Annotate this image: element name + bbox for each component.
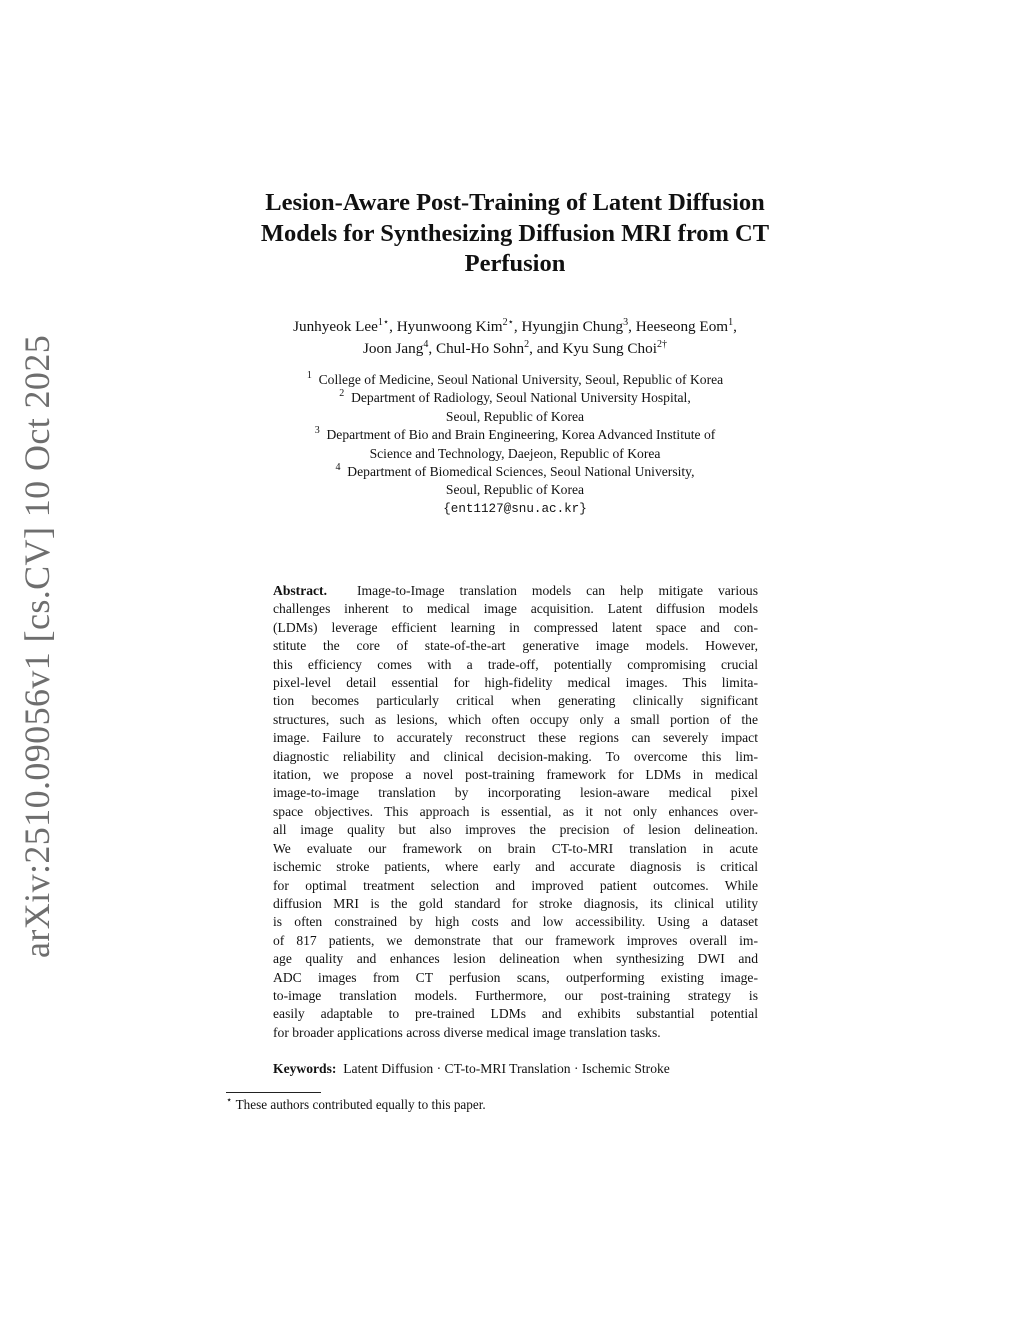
footnote-divider [226,1092,321,1093]
author-affiliation-mark: 1⋆ [377,317,390,328]
abstract-line: for optimal treatment selection and improved patient outcomes. While [273,877,758,893]
keywords-heading: Keywords: [273,1061,337,1076]
author-affiliation-mark: 2⋆ [502,317,514,328]
affiliation-line [200,426,830,444]
abstract-line: itation, we propose a novel post-training framework for LDMs in medical [273,767,758,783]
abstract-line: to-image translation models. Furthermore, our post-training strategy is [273,987,758,1003]
abstract-line: is often constrained by high costs and low accessibility. Using a dataset [273,914,758,930]
arxiv-identifier-stamp: arXiv:2510.09056v1 [cs.CV] 10 Oct 2025 [17,334,57,958]
abstract-line: image-to-image translation by incorporating lesion-aware medical pixel [273,785,758,801]
title-line: Perfusion [464,250,566,277]
abstract-line: age quality and enhances lesion delineation when synthesizing DWI and [273,951,758,967]
affiliation-line [200,389,830,407]
author-list [200,316,830,360]
author-name: Kyu Sung Choi [562,340,657,357]
author-name: Heeseong Eom [635,318,729,335]
author-name: Junhyeok Lee [293,318,378,335]
abstract-line: easily adaptable to pre-trained LDMs and exhibits substantial potential [273,1006,758,1022]
title-line: Lesion-Aware Post-Training of Latent Diffusion [265,189,765,216]
author-name: Joon Jang [363,340,424,357]
affiliation-text: College of Medicine, Seoul National University, Seoul, Republic of Korea [318,372,724,387]
abstract-line: image. Failure to accurately reconstruct these regions can severely impact [273,730,758,746]
abstract-line: We evaluate our framework on brain CT-to-MRI translation in acute [273,840,758,856]
abstract-line: all image quality but also improves the precision of lesion delineation. [273,822,758,838]
author-affiliation-mark: 2† [656,339,667,350]
author-separator: , [513,318,522,335]
affiliation-list [200,371,830,518]
abstract-line: for broader applications across diverse medical image translation tasks. [273,1024,661,1040]
paper-title [190,188,840,280]
author-name: Chul-Ho Sohn [435,340,525,357]
abstract-text: Image-to-Image translation models can help mitigate various [356,583,758,598]
abstract-line: (LDMs) leverage efficient learning in compressed latent space and con- [273,619,758,635]
footnote-text: These authors contributed equally to this paper. [235,1097,486,1112]
abstract-line: stitute the core of state-of-the-art generative image models. However, [273,638,758,654]
author-separator: , [733,318,737,335]
affiliation-line: Seoul, Republic of Korea [445,482,585,498]
abstract-line: diffusion MRI is the gold standard for stroke diagnosis, its clinical utility [273,895,758,911]
keywords-text: Latent Diffusion · CT-to-MRI Translation · Ischemic Stroke [343,1061,670,1076]
author-line [200,316,830,338]
affiliation-text: Department of Bio and Brain Engineering, Korea Advanced Institute of [326,427,716,443]
abstract-line: challenges inherent to medical image acquisition. Latent diffusion models [273,601,758,617]
affiliation-line [200,371,830,389]
author-affiliation-mark: 1 [728,317,734,328]
abstract-line [273,582,758,600]
abstract [273,582,758,1042]
author-affiliation-mark: 2 [524,339,530,350]
affiliation-mark: 3 [314,425,320,437]
affiliation-text: Department of Radiology, Seoul National University Hospital, [351,390,691,406]
author-separator: , [389,318,397,335]
abstract-line: this efficiency comes with a trade-off, potentially compromising crucial [273,656,758,672]
abstract-line: tion becomes particularly critical when generating clinically significant [273,693,758,709]
author-affiliation-mark: 3 [623,317,629,328]
affiliation-line [200,463,830,481]
abstract-line: ischemic stroke patients, where early and accurate diagnosis is critical [273,859,758,875]
keywords [273,1060,758,1078]
abstract-line: of 817 patients, we demonstrate that our framework improves overall im- [273,932,758,948]
abstract-heading: Abstract. [273,583,327,598]
affiliation-line: Science and Technology, Daejeon, Republic of Korea [369,445,661,461]
title-line: Models for Synthesizing Diffusion MRI from CT [260,219,770,247]
footnote-mark: ⋆ [226,1095,233,1106]
abstract-line: ADC images from CT perfusion scans, outperforming existing image- [273,969,758,985]
author-separator: , [628,318,636,335]
affiliation-mark: 2 [339,388,345,400]
affiliation-mark: 4 [335,462,341,474]
affiliation-line: Seoul, Republic of Korea [445,408,585,424]
author-name: Hyungjin Chung [521,318,624,335]
author-separator: , and [529,340,563,357]
author-affiliation-mark: 4 [423,339,429,350]
affiliation-mark: 1 [306,370,312,381]
footnote [226,1096,486,1114]
abstract-line: space objectives. This approach is essential, as it not only enhances over- [273,803,758,819]
author-name: Hyunwoong Kim [396,318,503,335]
abstract-line: diagnostic reliability and clinical decision-making. To overcome this lim- [273,748,758,764]
affiliation-text: Department of Biomedical Sciences, Seoul National University, [347,464,695,480]
contact-email: {ent1127@snu.ac.kr} [443,501,587,516]
author-line [200,338,830,360]
abstract-line: structures, such as lesions, which often occupy only a small portion of the [273,711,758,727]
author-separator: , [428,340,436,357]
abstract-line: pixel-level detail essential for high-fidelity medical images. This limita- [273,675,758,691]
